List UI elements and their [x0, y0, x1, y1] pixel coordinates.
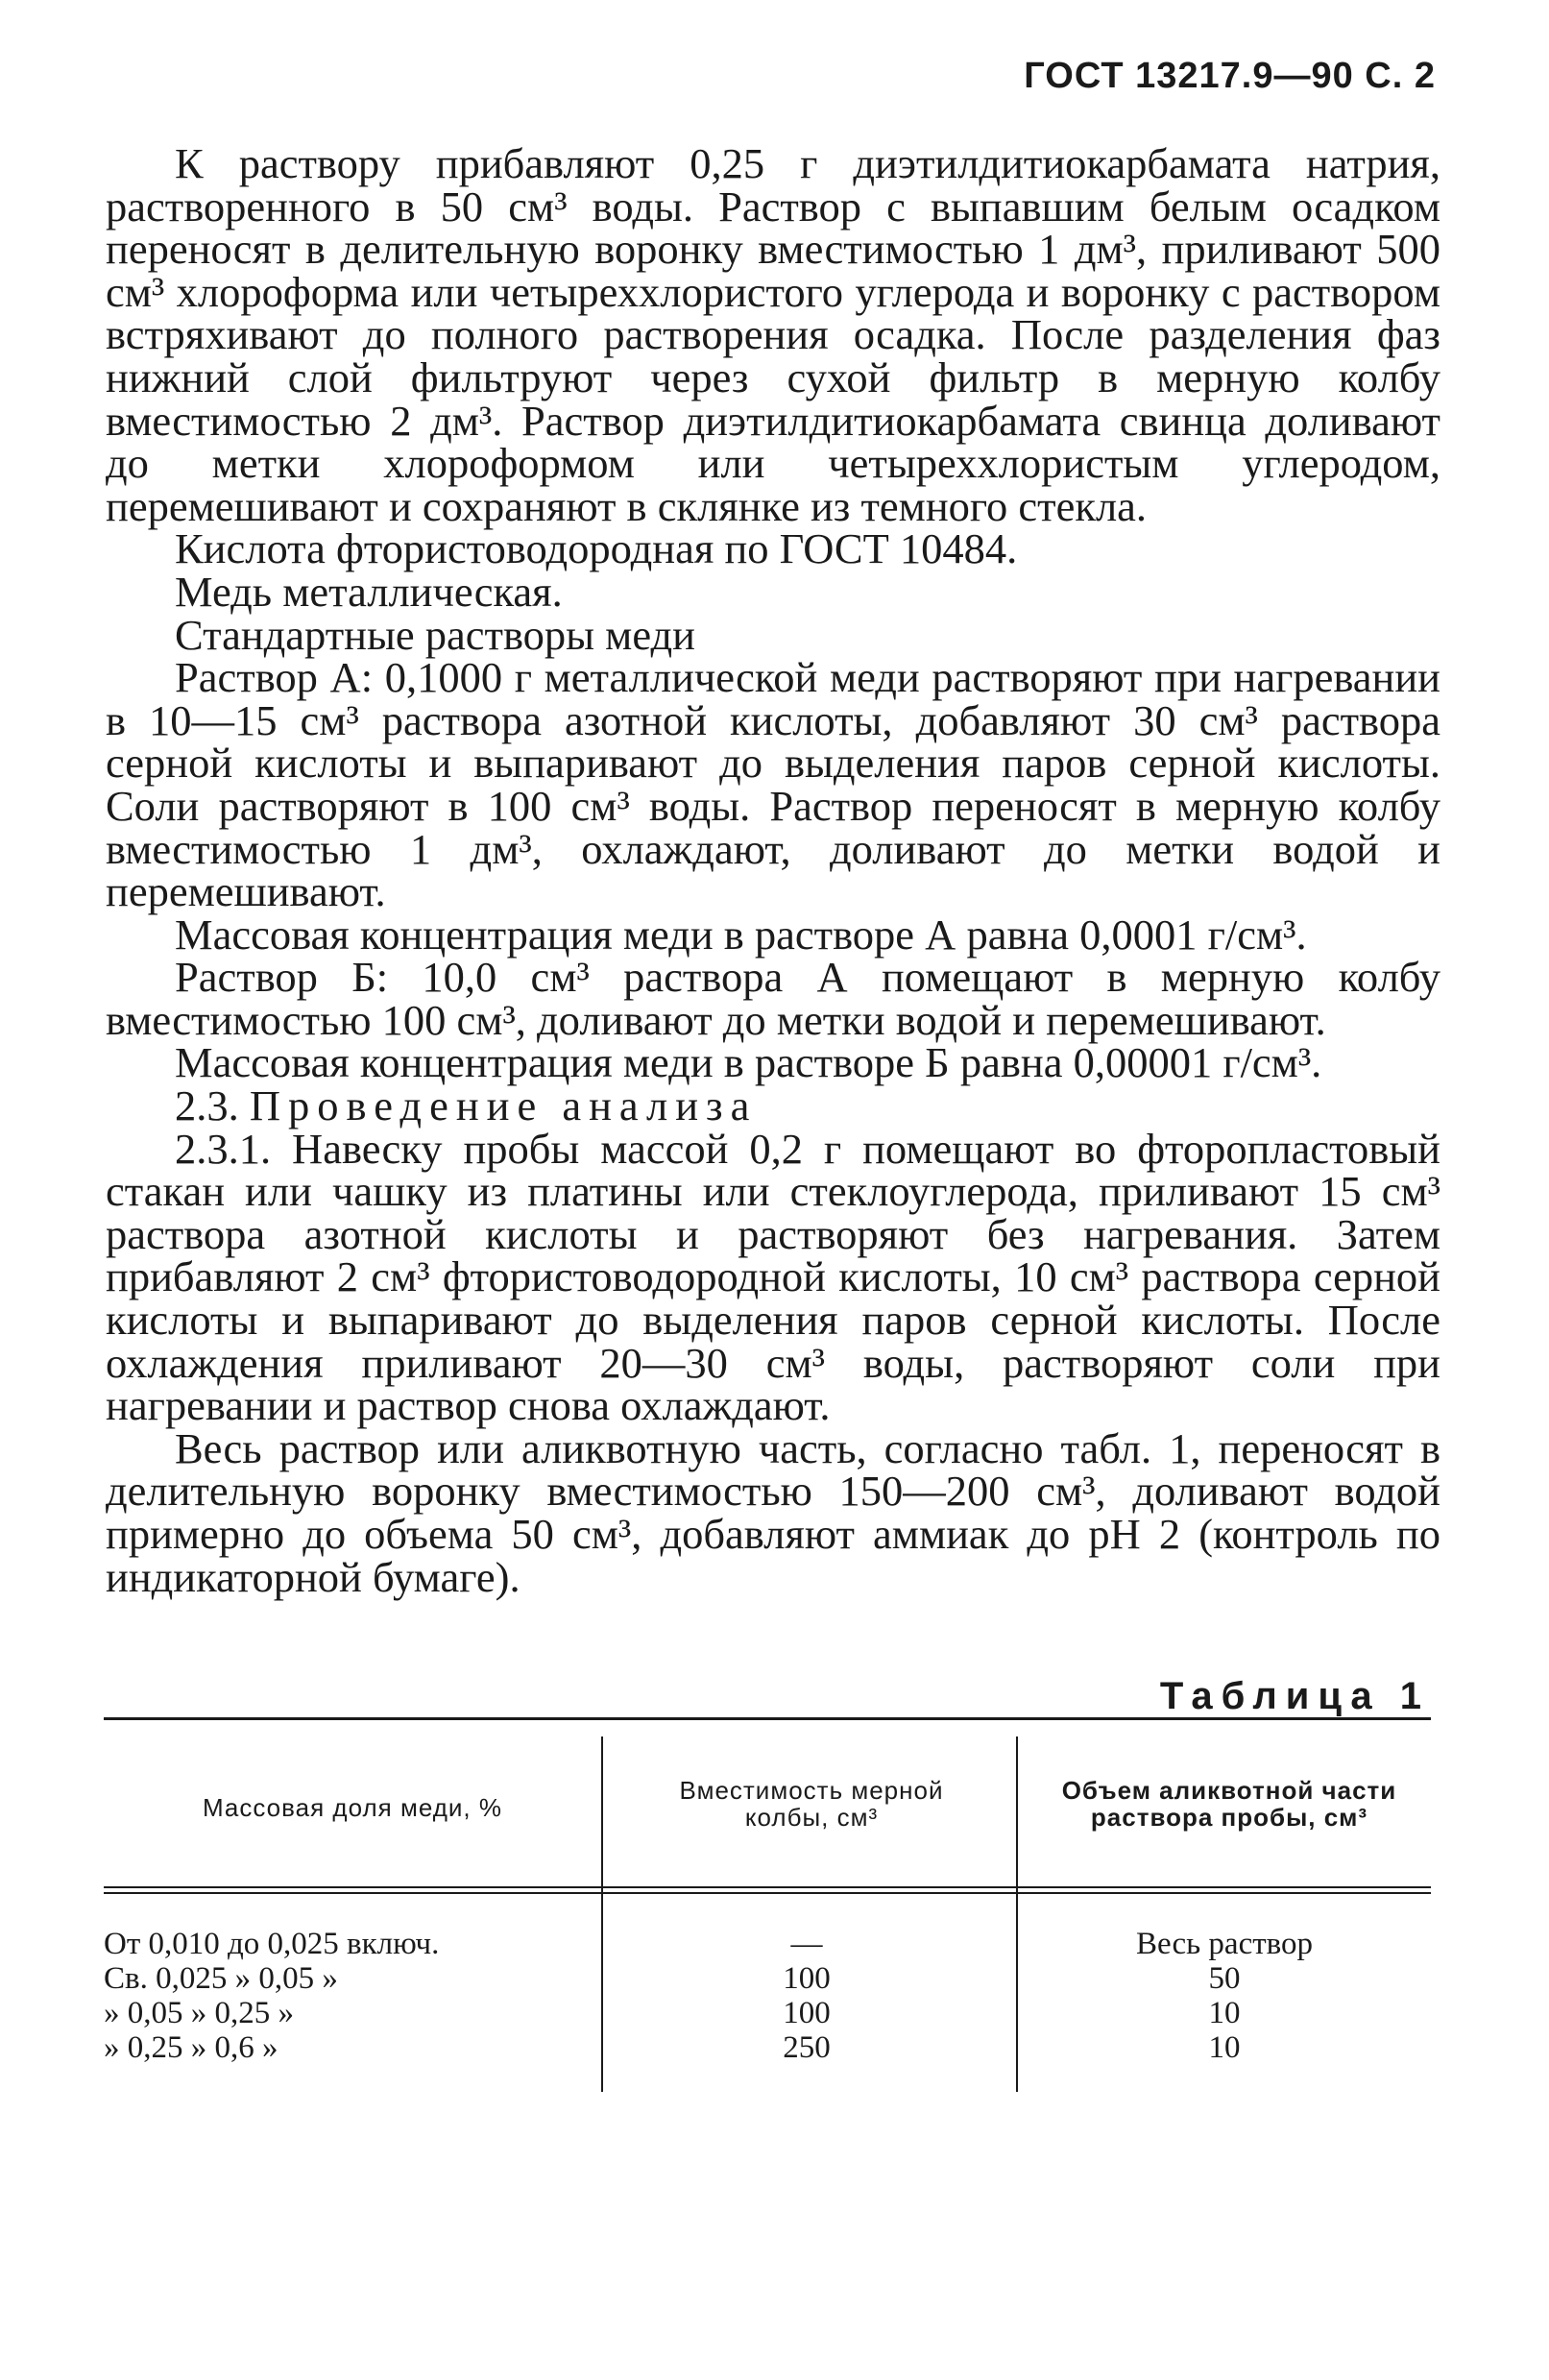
table-cell: —: [790, 1927, 823, 1961]
table-top-rule: [104, 1717, 1431, 1720]
table-cell: 100: [783, 1996, 831, 2030]
table-cell: 100: [783, 1961, 831, 1996]
paragraph: Весь раствор или аликвотную часть, согласно табл. 1, переносят в делительную воронку вместимостью 150—200 см³, доливают водой примерно до объема 50 см³, добавляют аммиак до рН 2 (контроль по индикаторной бумаге).: [106, 1423, 1440, 1601]
table-header-rule: [104, 1886, 1431, 1888]
table-cell: » 0,25 » 0,6 »: [104, 2030, 278, 2065]
paragraph: Стандартные растворы меди: [175, 610, 695, 659]
table-cell: 10: [1208, 2030, 1241, 2065]
table-cell: 250: [783, 2030, 831, 2065]
paragraph: Массовая концентрация меди в растворе Б равна 0,00001 г/см³.: [175, 1038, 1322, 1087]
paragraph: 2.3.1. Навеску пробы массой 0,2 г помещают во фторопластовый стакан или чашку из платины или стеклоуглерода, приливают 15 см³ раствора азотной кислоты и растворяют без нагревания. Затем прибавляют 2 см³ фтористоводородной кислоты, 10 см³ раствора серной кислоты и выпаривают до выделения паров серной кислоты. После охлаждения приливают 20—30 см³ воды, растворяют соли при нагревании и раствор снова охлаждают.: [106, 1124, 1440, 1430]
page-header: ГОСТ 13217.9—90 С. 2: [1024, 56, 1436, 96]
paragraph: Раствор А: 0,1000 г металлической меди растворяют при нагревании в 10—15 см³ раствора азотной кислоты, добавляют 30 см³ раствора серной кислоты и выпаривают до выделения паров серной кислоты. Соли растворяют в 100 см³ воды. Раствор переносят в мерную колбу вместимостью 1 дм³, охлаждают, доливают до метки водой и перемешивают.: [106, 653, 1440, 916]
table-cell: 50: [1208, 1961, 1241, 1996]
section-heading: [106, 1081, 1440, 1130]
table-header-cell: Массовая доля меди, %: [202, 1793, 502, 1822]
table-cell: 10: [1208, 1996, 1241, 2030]
table-cell: Весь раствор: [1136, 1927, 1313, 1961]
table-cell: » 0,05 » 0,25 »: [104, 1996, 294, 2030]
paragraph: К раствору прибавляют 0,25 г диэтилдитиокарбамата натрия, растворенного в 50 см³ воды. Раствор с выпавшим белым осадком переносят в делительную воронку вместимостью 1 дм³, приливают 500 см³ хлороформа или четыреххлористого углерода и воронку с раствором встряхивают до полного растворения осадка. После разделения фаз нижний слой фильтруют через сухой фильтр в мерную колбу вместимостью 2 дм³. Раствор диэтилдитиокарбамата свинца доливают до метки хлороформом или четыреххлористым углеродом, перемешивают и сохраняют в склянке из темного стекла.: [106, 139, 1440, 530]
section-title: Проведение анализа: [249, 1081, 758, 1130]
paragraph: Кислота фтористоводородная по ГОСТ 10484.: [175, 524, 1018, 573]
paragraph: Массовая концентрация меди в растворе А равна 0,0001 г/см³.: [175, 910, 1307, 959]
table-header-rule: [104, 1892, 1431, 1894]
table-cell: От 0,010 до 0,025 включ.: [104, 1927, 440, 1961]
section-number: 2.3.: [175, 1081, 239, 1130]
paragraph: Медь металлическая.: [175, 567, 563, 616]
body-text: [106, 139, 1440, 1601]
table-cell: Св. 0,025 » 0,05 »: [104, 1961, 338, 1996]
table-caption: Таблица 1: [1159, 1675, 1430, 1717]
table-header-cell: Вместимость мерной колбы, см³: [679, 1776, 944, 1832]
table-header-cell: Объем аликвотной части раствора пробы, см³: [1061, 1776, 1397, 1832]
paragraph: Раствор Б: 10,0 см³ раствора А помещают в мерную колбу вместимостью 100 см³, доливают до метки водой и перемешивают.: [106, 953, 1440, 1044]
